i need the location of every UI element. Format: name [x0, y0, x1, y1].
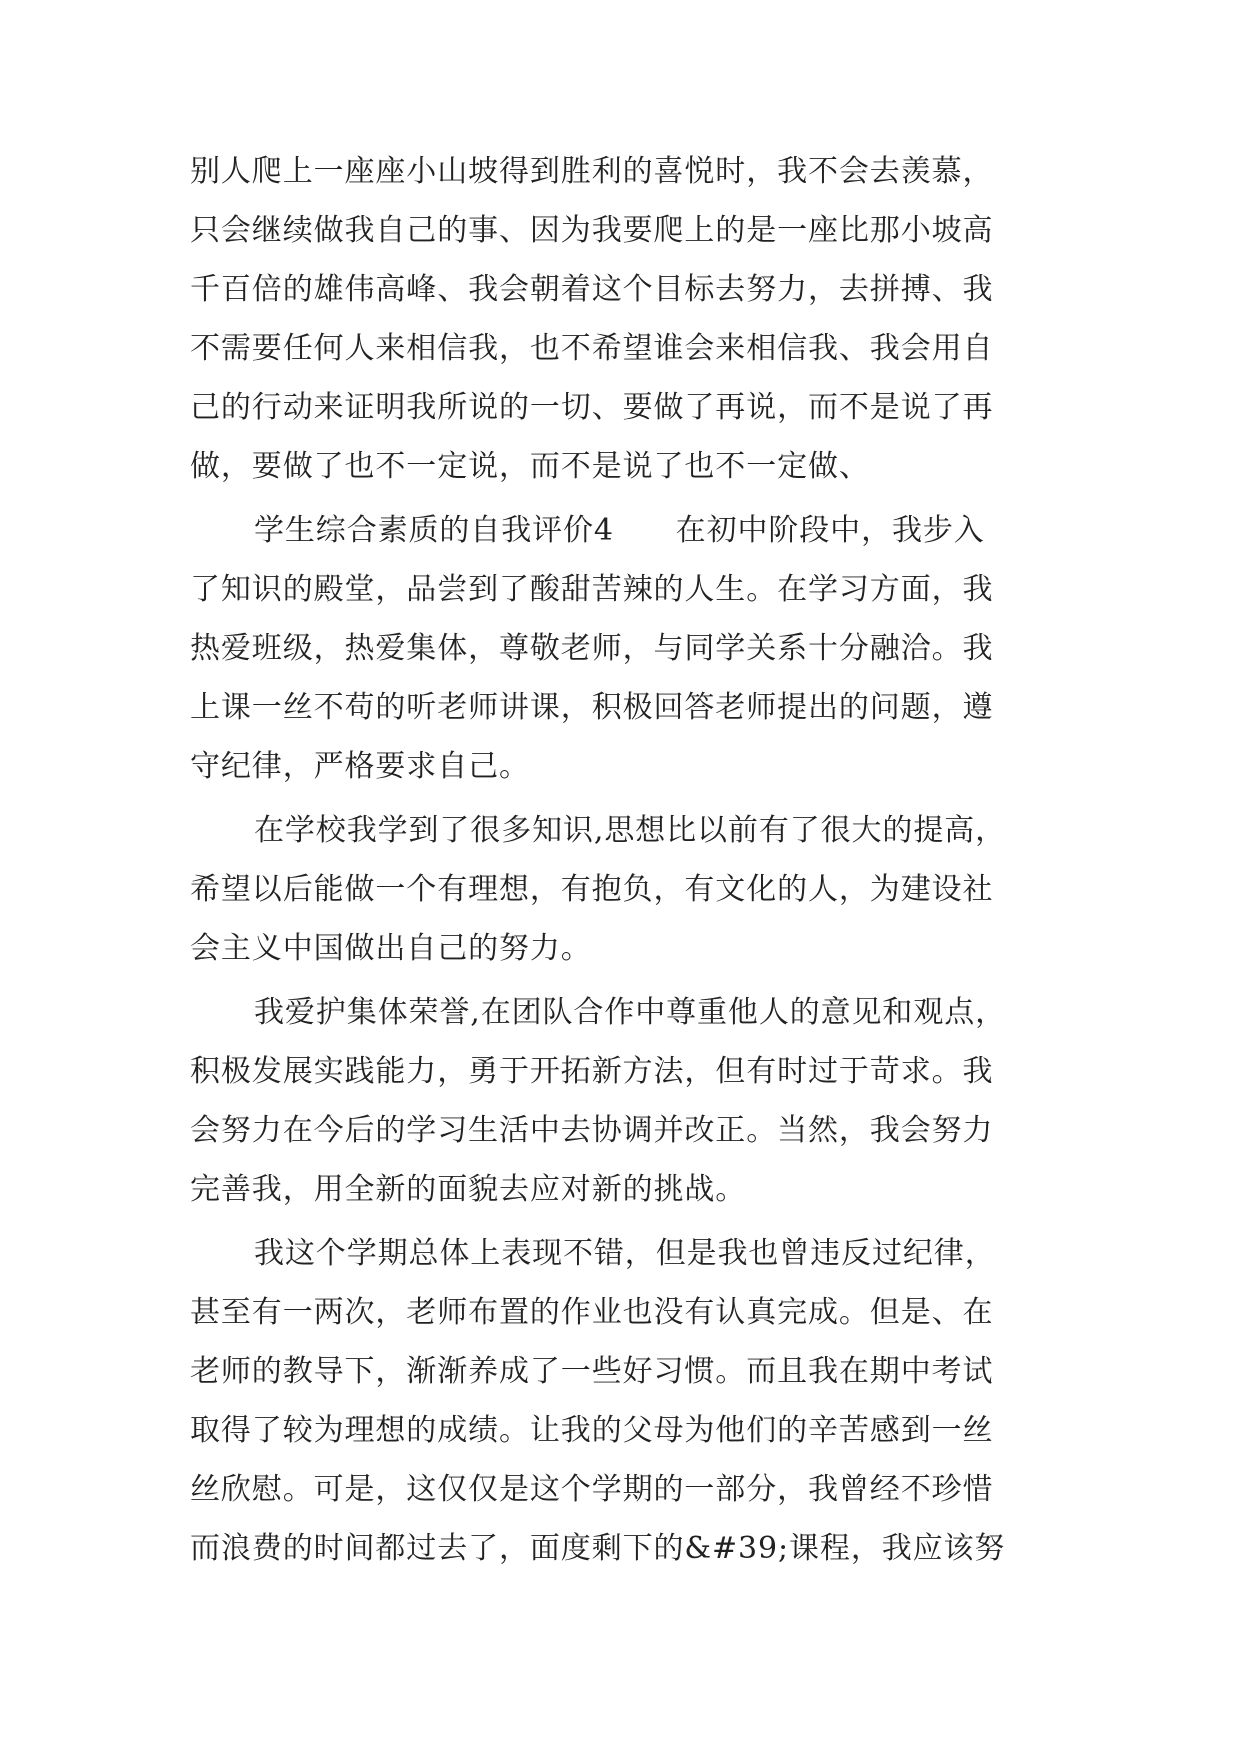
text-line: 完善我，用全新的面貌去应对新的挑战。: [190, 1172, 747, 1207]
text-line: 己的行动来证明我所说的一切、要做了再说，而不是说了再: [190, 390, 994, 425]
text-line: 丝欣慰。可是，这仅仅是这个学期的一部分，我曾经不珍惜: [190, 1472, 994, 1507]
text-line: 会努力在今后的学习生活中去协调并改正。当然，我会努力: [190, 1113, 994, 1148]
text-line: 希望以后能做一个有理想，有抱负，有文化的人，为建设社: [190, 872, 994, 907]
text-line: 积极发展实践能力，勇于开拓新方法，但有时过于苛求。我: [190, 1054, 994, 1089]
paragraph-first-line: 我这个学期总体上表现不错，但是我也曾违反过纪律，: [254, 1236, 996, 1271]
paragraph-first-line: 我爱护集体荣誉,在团队合作中尊重他人的意见和观点，: [254, 995, 1007, 1030]
text-line: 不需要任何人来相信我，也不希望谁会来相信我、我会用自: [190, 331, 994, 366]
text-line: 守纪律，严格要求自己。: [190, 749, 530, 784]
text-line: 千百倍的雄伟高峰、我会朝着这个目标去努力，去拼搏、我: [190, 272, 994, 307]
paragraph-first-line: 在学校我学到了很多知识,思想比以前有了很大的提高，: [254, 813, 1007, 848]
text-line: 而浪费的时间都过去了，面度剩下的&#39;课程，我应该努: [190, 1531, 1006, 1566]
text-line: 了知识的殿堂，品尝到了酸甜苦辣的人生。在学习方面，我: [190, 572, 994, 607]
text-line: 会主义中国做出自己的努力。: [190, 931, 592, 966]
text-line: 取得了较为理想的成绩。让我的父母为他们的辛苦感到一丝: [190, 1413, 994, 1448]
text-line: 上课一丝不苟的听老师讲课，积极回答老师提出的问题，遵: [190, 690, 994, 725]
text-line: 只会继续做我自己的事、因为我要爬上的是一座比那小坡高: [190, 213, 994, 248]
text-line: 甚至有一两次，老师布置的作业也没有认真完成。但是、在: [190, 1295, 994, 1330]
section-heading-line: 学生综合素质的自我评价4 在初中阶段中，我步入: [254, 513, 985, 548]
text-line: 做，要做了也不一定说，而不是说了也不一定做、: [190, 449, 870, 484]
text-line: 别人爬上一座座小山坡得到胜利的喜悦时，我不会去羡慕，: [190, 154, 994, 189]
text-line: 老师的教导下，渐渐养成了一些好习惯。而且我在期中考试: [190, 1354, 994, 1389]
text-line: 热爱班级，热爱集体，尊敬老师，与同学关系十分融洽。我: [190, 631, 994, 666]
